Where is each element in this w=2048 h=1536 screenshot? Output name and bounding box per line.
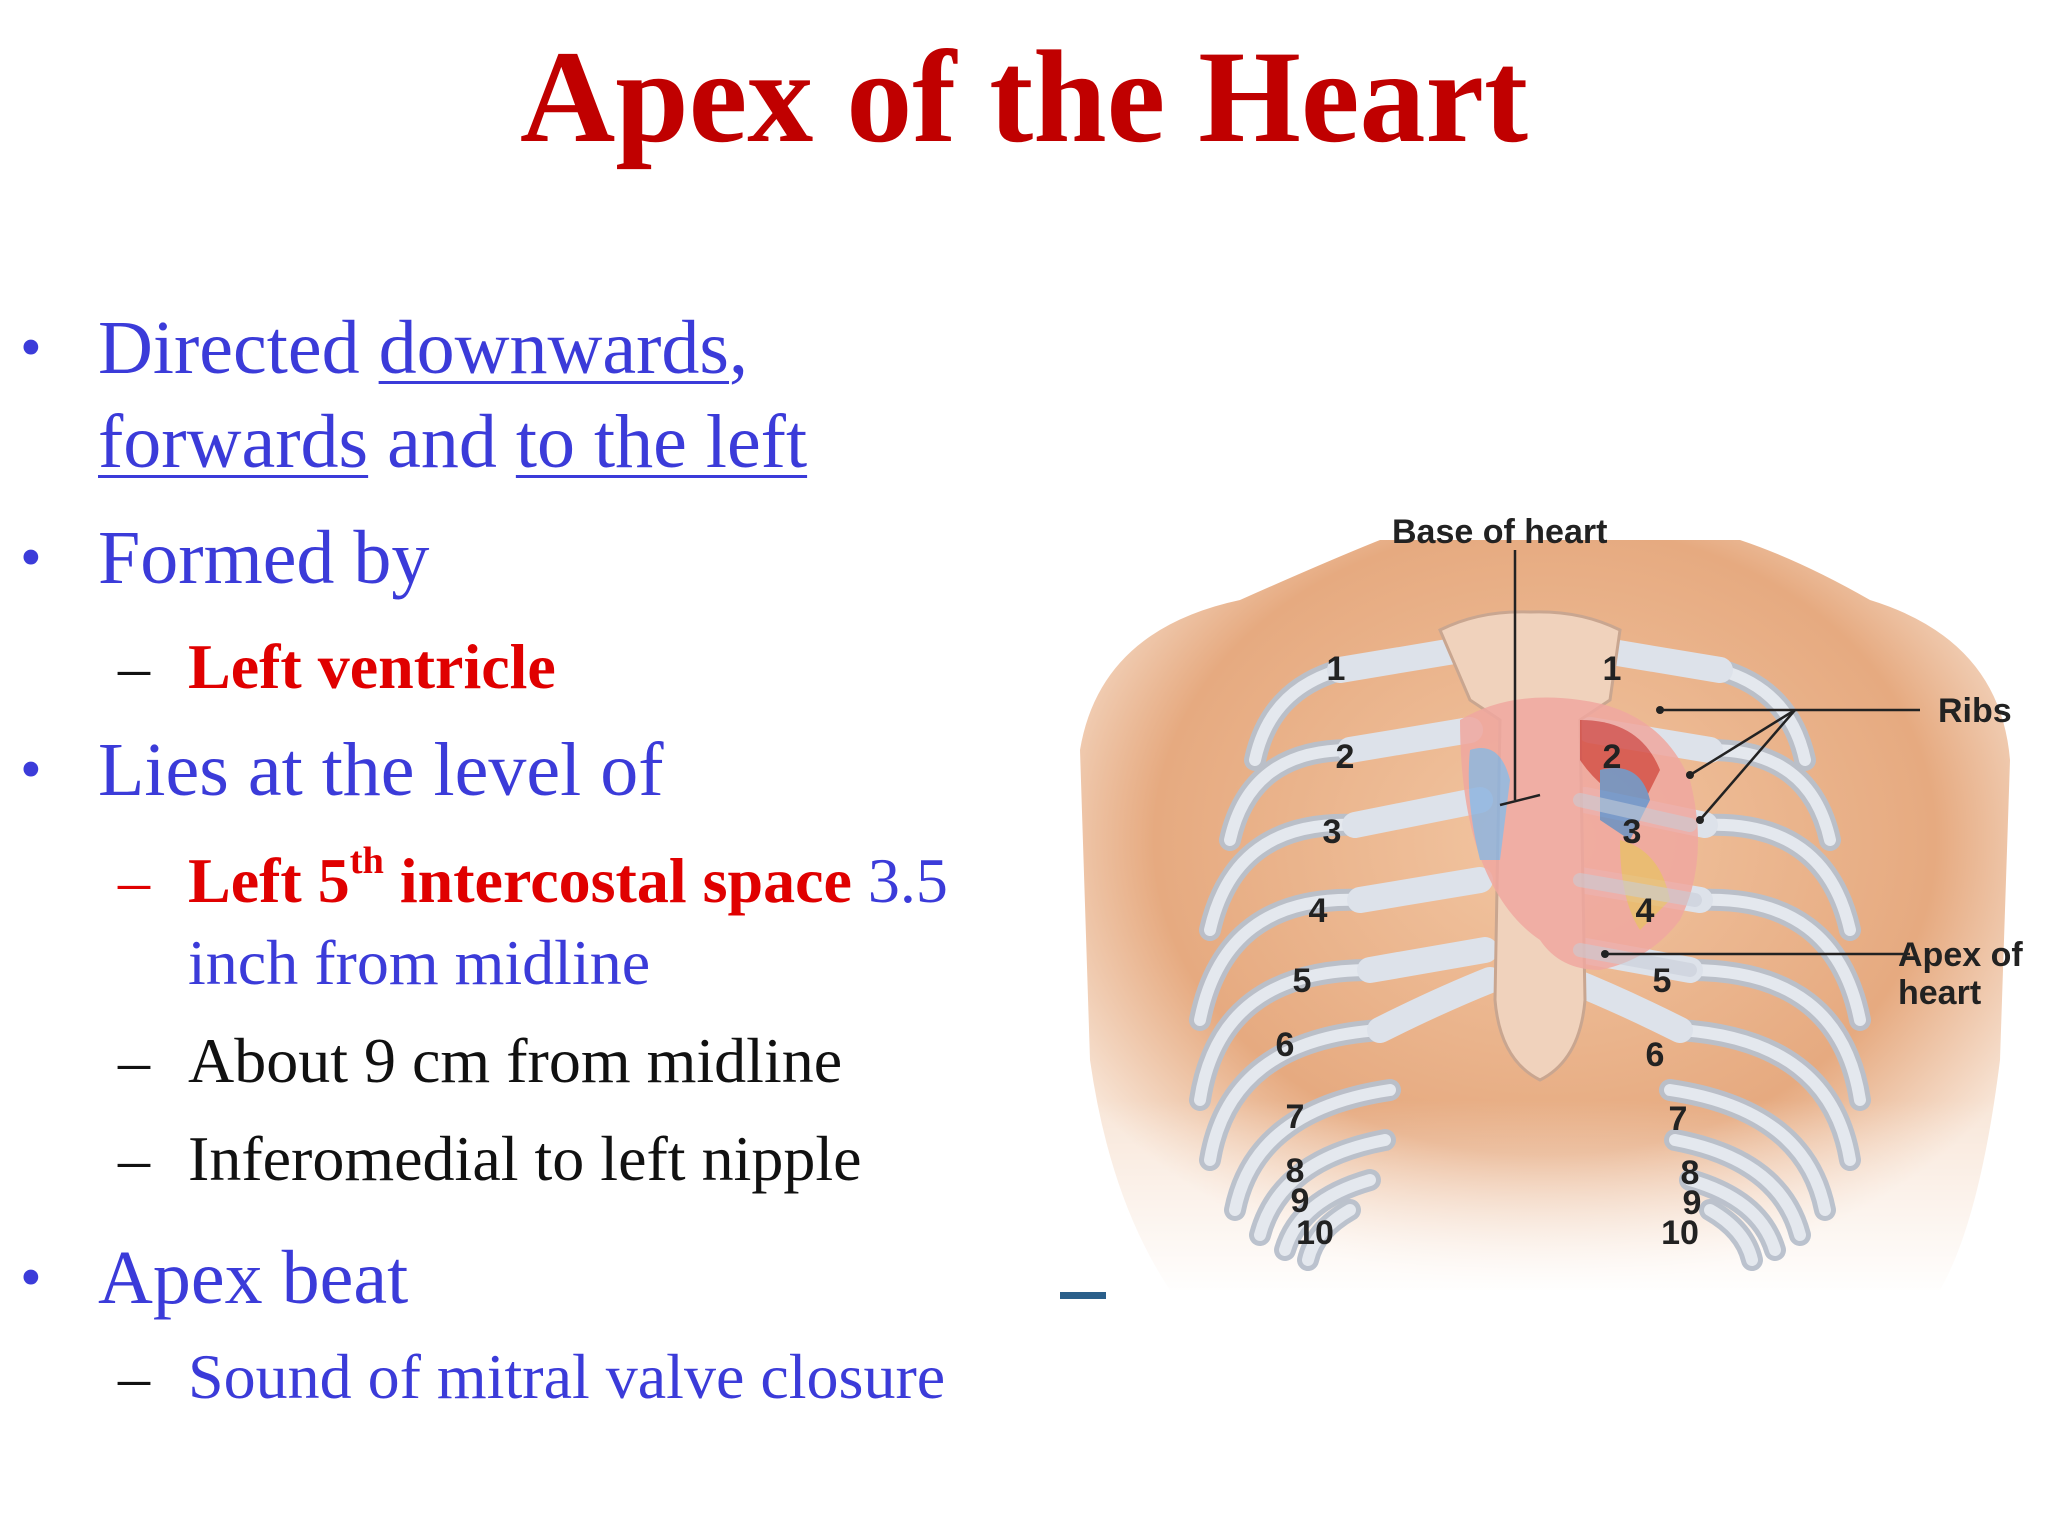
svg-text:3: 3 [1622, 813, 1642, 851]
bullet-dot: • [20, 1244, 42, 1312]
dash-mark [1060, 1292, 1106, 1299]
underlined-forwards: forwards [98, 400, 369, 484]
svg-text:4: 4 [1308, 892, 1328, 930]
label-ribs: Ribs [1938, 692, 2012, 730]
chest-illustration [1040, 500, 2048, 1320]
bullet-dot: • [20, 314, 42, 382]
label-apex-of-heart-line1: Apex of [1898, 936, 2023, 974]
svg-text:5: 5 [1292, 962, 1312, 1000]
sub-bullet-text: Sound of mitral valve closure [188, 1341, 946, 1412]
sub-bullet-text: Inferomedial to left nipple [188, 1123, 862, 1194]
sub-bullet-text: Left ventricle [188, 631, 556, 702]
svg-text:7: 7 [1285, 1098, 1305, 1136]
bullet-text: Lies at the level of [98, 728, 664, 812]
svg-text:1: 1 [1326, 650, 1346, 688]
underlined-to-the-left: to the left [515, 400, 808, 484]
svg-text:9: 9 [1290, 1182, 1310, 1220]
svg-text:5: 5 [1652, 962, 1672, 1000]
bullet-text: Apex beat [98, 1236, 409, 1320]
bullet-dot: • [20, 524, 42, 592]
sub-bullet-text: inch from midline [188, 927, 651, 998]
bullet-text: Directed downwards, [98, 306, 749, 390]
svg-text:1: 1 [1602, 650, 1622, 688]
sub-bullet-dash: – [118, 845, 150, 916]
sub-bullet-dash: – [118, 1341, 150, 1412]
sub-bullet-dash: – [118, 1025, 150, 1096]
svg-text:6: 6 [1645, 1036, 1665, 1074]
svg-text:9: 9 [1682, 1184, 1702, 1222]
label-apex-of-heart-line2: heart [1898, 974, 1982, 1012]
svg-text:2: 2 [1602, 738, 1622, 776]
svg-text:4: 4 [1635, 892, 1655, 930]
svg-text:2: 2 [1335, 738, 1355, 776]
svg-text:6: 6 [1275, 1026, 1295, 1064]
label-base-of-heart: Base of heart [1392, 513, 1608, 551]
sub-bullet-dash: – [118, 631, 150, 702]
svg-text:10: 10 [1296, 1214, 1334, 1252]
svg-text:8: 8 [1680, 1154, 1700, 1192]
svg-text:3: 3 [1322, 813, 1342, 851]
svg-text:10: 10 [1661, 1214, 1699, 1252]
chest-diagram [1040, 500, 2048, 1320]
svg-text:7: 7 [1668, 1100, 1688, 1138]
underlined-downwards: downwards [378, 306, 730, 390]
sub-bullet-text: Left 5th intercostal space 3.5 [188, 840, 948, 916]
svg-text:8: 8 [1285, 1152, 1305, 1190]
slide-title: Apex of the Heart [519, 23, 1529, 170]
sub-bullet-dash: – [118, 1123, 150, 1194]
bullet-text: Formed by [98, 516, 430, 600]
bullet-dot: • [20, 736, 42, 804]
bullet-text: forwards and to the left [98, 400, 808, 484]
sub-bullet-text: About 9 cm from midline [188, 1025, 843, 1096]
